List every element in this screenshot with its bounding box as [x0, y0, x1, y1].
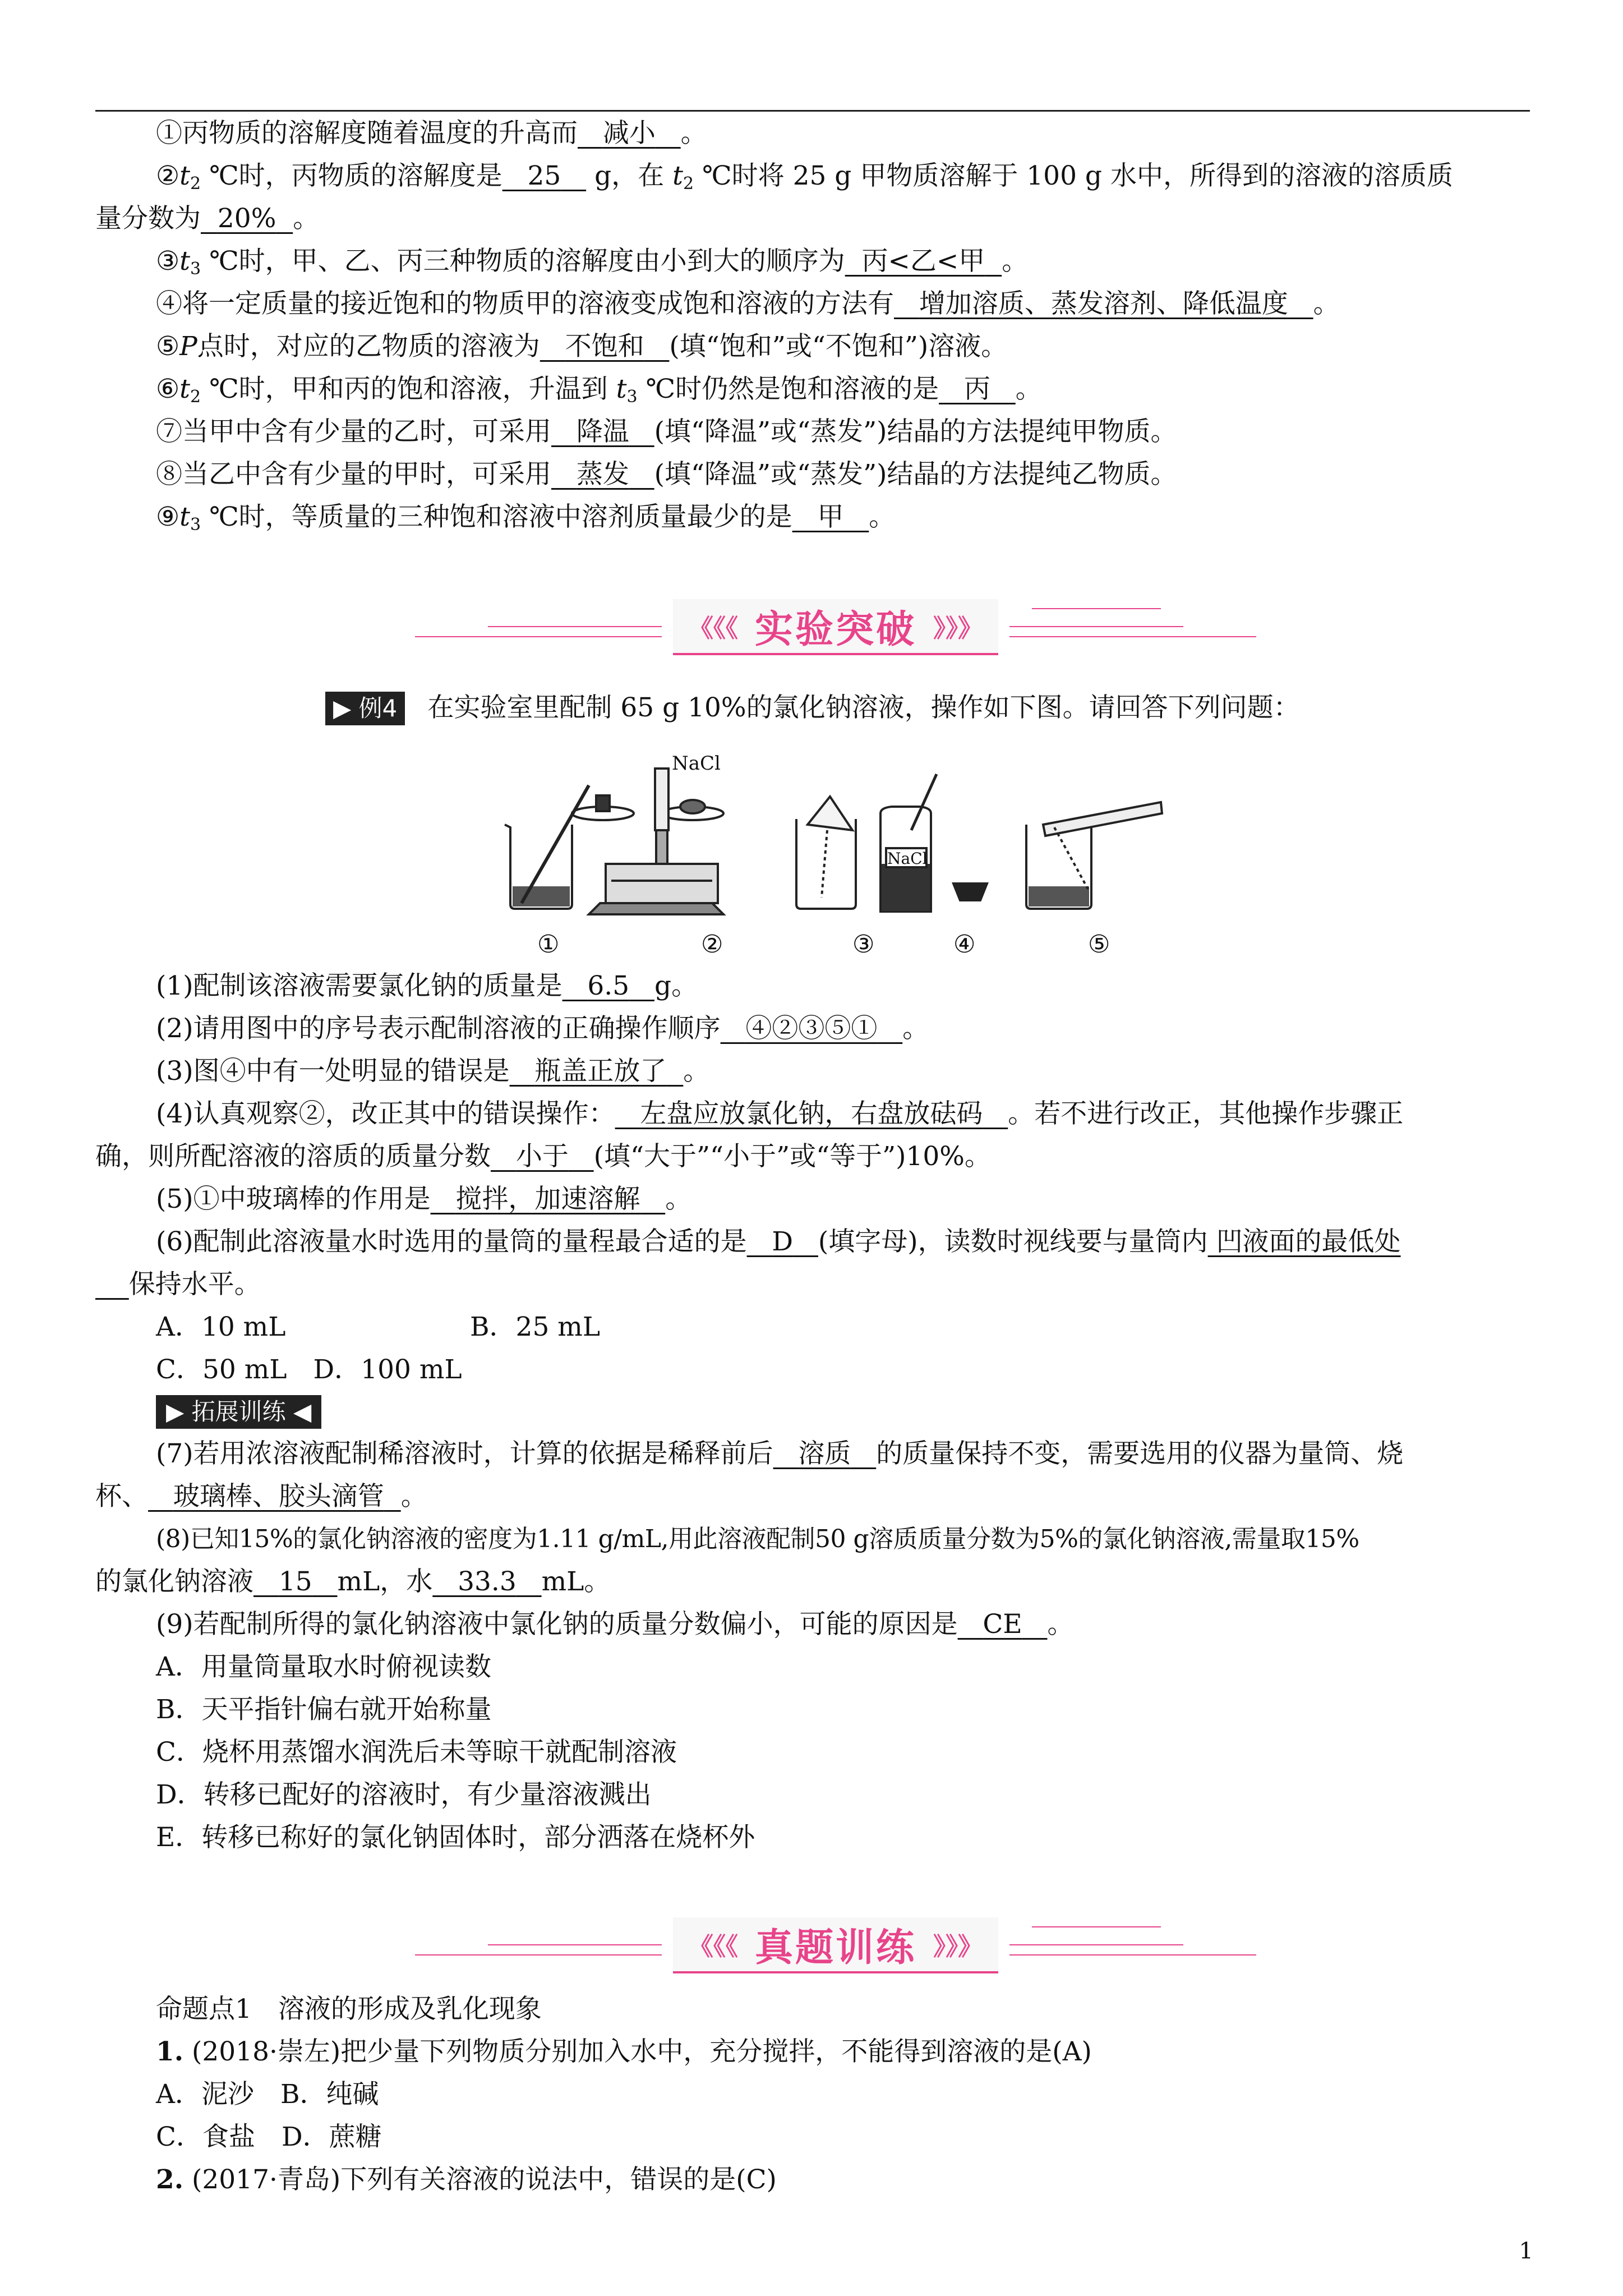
balance-scale [572, 752, 723, 914]
figure-label-1: ① [537, 930, 560, 959]
real-question-1-options-ab: A．泥沙 B．纯碱 [156, 2079, 379, 2110]
figure-label-2: ② [701, 930, 723, 959]
question-9-option-c: C．烧杯用蒸馏水润洗后未等晾干就配制溶液 [156, 1737, 677, 1768]
solubility-q8: ⑧当乙中含有少量的甲时，可采用 蒸发 (填“降温”或“蒸发”)结晶的方法提纯乙物质。 [156, 459, 1177, 490]
solubility-q2-line2: 量分数为 20% 。 [95, 203, 320, 234]
question-9-option-e: E．转移已称好的氯化钠固体时，部分洒落在烧杯外 [156, 1822, 755, 1853]
figure-label-3: ③ [852, 930, 875, 959]
question-6-options-cd: C．50 mL D．100 mL [156, 1354, 462, 1385]
beaker-with-paper [796, 797, 856, 909]
nacl-label: NaCl [672, 752, 721, 775]
page-number: 1 [1519, 2238, 1533, 2264]
figure-label-5: ⑤ [1088, 930, 1110, 959]
section-header-real-exam [415, 1907, 1256, 1980]
solubility-q1: ①丙物质的溶解度随着温度的升高而 减小 。 [156, 118, 707, 149]
chevron-left-icon: 《《《 [688, 614, 738, 643]
solubility-q2: $②t_2$ ℃时，丙物质的溶解度是 25 g，在 $t_2$ ℃时将 25 g 甲物质溶解于 100 g 水中，所得到的溶液的溶质质 [156, 160, 1453, 194]
question-9-option-d: D．转移已配好的溶液时，有少量溶液溅出 [156, 1779, 652, 1810]
question-8: (8)已知15%的氯化钠溶液的密度为1.11 g/mL,用此溶液配制50 g溶质质量分数为5%的氯化钠溶液,需量取15% [156, 1525, 1359, 1553]
question-7-line2: 杯、 玻璃棒、胶头滴管 。 [95, 1481, 427, 1512]
reagent-bottle [880, 774, 987, 912]
section-title: 真题训练 [754, 1925, 916, 1970]
chevron-right-icon: 》》》 [933, 614, 983, 643]
example-tag: ▶ 例4 [325, 692, 405, 725]
solubility-q7: ⑦当甲中含有少量的乙时，可采用 降温 (填“降温”或“蒸发”)结晶的方法提纯甲物质。 [156, 416, 1177, 447]
real-question-1-options-cd: C．食盐 D．蔗糖 [156, 2122, 382, 2152]
solubility-q6: $⑥t_2$ ℃时，甲和丙的饱和溶液，升温到 $t_3$ ℃时仍然是饱和溶液的是 丙 。 [156, 374, 1042, 407]
beaker-with-cylinder [1026, 802, 1162, 909]
solubility-q9: $⑨t_3$ ℃时，等质量的三种饱和溶液中溶剂质量最少的是 甲 。 [156, 501, 896, 535]
section-title: 实验突破 [754, 607, 916, 652]
question-6: (6)配制此溶液量水时选用的量筒的量程最合适的是 D (填字母)，读数时视线要与量筒内 凹液面的最低处 [156, 1226, 1401, 1257]
question-8-line2: 的氯化钠溶液 15 mL，水 33.3 mL。 [95, 1566, 611, 1597]
play-icon: ▶ [333, 694, 352, 722]
top-rule [95, 110, 1530, 112]
bottle-label: NaCl [887, 849, 928, 868]
question-2: (2)请用图中的序号表示配制溶液的正确操作顺序 ④②③⑤① 。 [156, 1013, 929, 1044]
experiment-figure [494, 752, 1256, 920]
question-6-option-b: B．25 mL [470, 1312, 601, 1342]
play-left-icon: ◀ [293, 1398, 312, 1425]
question-5: (5)①中玻璃棒的作用是 搅拌，加速溶解 。 [156, 1184, 692, 1214]
question-9-option-a: A．用量筒量取水时俯视读数 [156, 1651, 491, 1682]
real-question-1: 1. (2018·崇左)把少量下列物质分别加入水中，充分搅拌，不能得到溶液的是(A) [156, 2036, 1092, 2067]
real-question-2: 2. (2017·青岛)下列有关溶液的说法中，错误的是(C) [156, 2164, 777, 2195]
topic-heading: 命题点1 溶液的形成及乳化现象 [156, 1994, 542, 2024]
question-1: (1)配制该溶液需要氯化钠的质量是 6.5 g。 [156, 970, 698, 1001]
example-4-prompt: ▶ 例4 在实验室里配制 65 g 10%的氯化钠溶液，操作如下图。请回答下列问题： [325, 691, 1300, 725]
solubility-q5: ⑤P点时，对应的乙物质的溶液为 不饱和 (填“饱和”或“不饱和”)溶液。 [156, 331, 1008, 362]
beaker-with-glass-rod [505, 785, 589, 909]
play-icon: ▶ [166, 1398, 185, 1425]
chevron-left-icon: 《《《 [688, 1932, 738, 1961]
solubility-q3: $③t_3$ ℃时，甲、乙、丙三种物质的溶解度由小到大的顺序为 丙<乙<甲 。 [156, 246, 1029, 279]
section-header-experiment [415, 589, 1256, 662]
figure-label-4: ④ [953, 930, 976, 959]
question-6-option-a: A．10 mL [156, 1312, 286, 1342]
question-4-line2: 确，则所配溶液的溶质的质量分数 小于 (填“大于”“小于”或“等于”)10%。 [95, 1141, 991, 1172]
question-9-option-b: B．天平指针偏右就开始称量 [156, 1694, 492, 1725]
chevron-right-icon: 》》》 [933, 1932, 983, 1961]
question-6-line2: 保持水平。 [128, 1269, 261, 1300]
question-9: (9)若配制所得的氯化钠溶液中氯化钠的质量分数偏小，可能的原因是 CE 。 [156, 1609, 1074, 1640]
question-3: (3)图④中有一处明显的错误是 瓶盖正放了 。 [156, 1056, 710, 1087]
extension-training-tag: ▶ 拓展训练 ◀ [156, 1395, 321, 1429]
solubility-q4: ④将一定质量的接近饱和的物质甲的溶液变成饱和溶液的方法有 增加溶质、蒸发溶剂、降低温度 。 [156, 288, 1340, 319]
question-7: (7)若用浓溶液配制稀溶液时，计算的依据是稀释前后 溶质 的质量保持不变，需要选用的仪器为量筒、烧 [156, 1438, 1404, 1469]
question-4: (4)认真观察②，改正其中的错误操作： 左盘应放氯化钠，右盘放砝码 。若不进行改正，其他操作步骤正 [156, 1098, 1404, 1129]
